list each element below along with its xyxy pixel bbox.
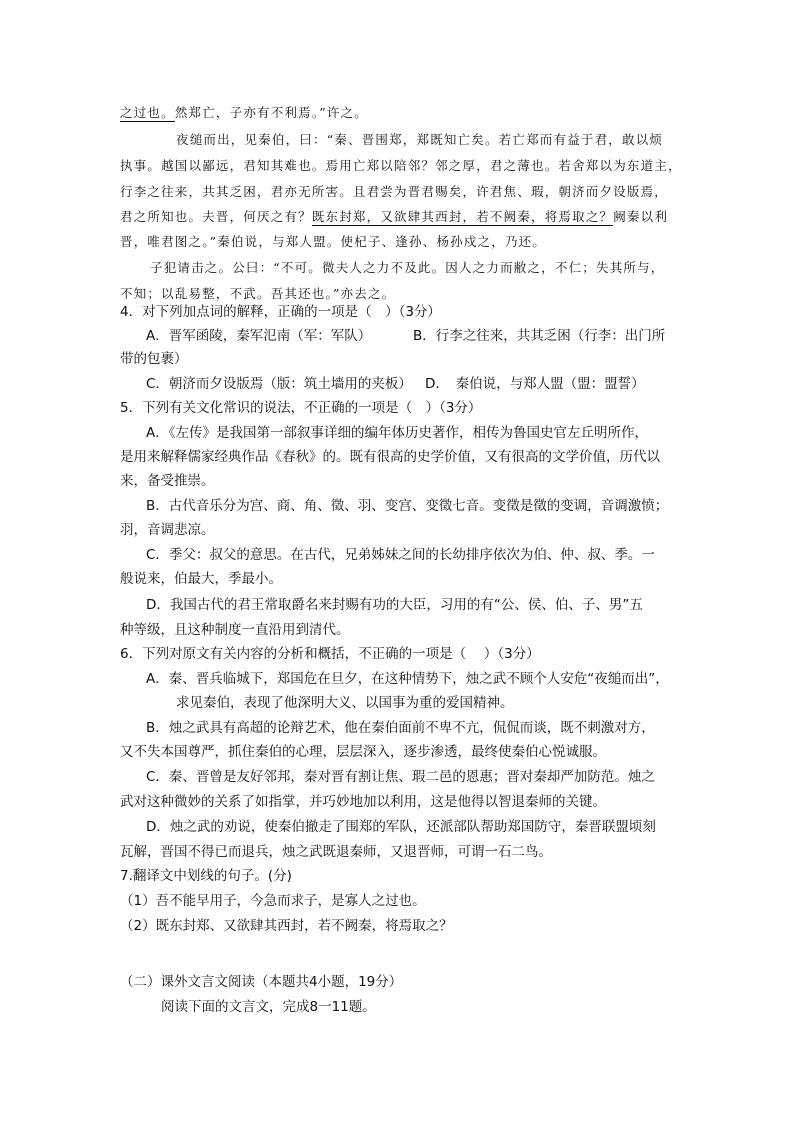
underlined-sentence: 既东封郑，又欲肆其西封，若不阙秦，将焉取之？ <box>311 209 614 224</box>
question-6-option-d: D．烛之武的劝说，使秦伯撤走了围郑的军队，还派部队帮助郑国防守，秦晋联盟顷刻 <box>146 819 656 835</box>
question-4-option-a: A．晋军函陵，秦军氾南（军：军队） <box>146 328 372 344</box>
question-6-option-a: 求见秦伯，表现了他深明大义、以国事为重的爱国精神。 <box>176 695 514 711</box>
section-instruction: 阅读下面的文言文，完成8一11题。 <box>161 999 376 1015</box>
question-4-option-d: D． 秦伯说，与郑人盟（盟：盟誓） <box>425 376 645 392</box>
passage-line: 行李之往来，共其乏困，君亦无所害。且君尝为晋君赐矣，许君焦、瑕，朝济而夕设版焉， <box>120 184 669 199</box>
question-5-option-a: 来，备受推崇。 <box>120 473 215 489</box>
passage-line: 之过也。然郑亡，子亦有不利焉。”许之。 <box>120 105 368 120</box>
passage-line: 晋，唯君图之。”秦伯说，与郑人盟。使杞子、逢孙、杨孙戍之，乃还。 <box>120 234 547 249</box>
question-7-item-2: （2）既东封郑、又欲肆其西封，若不阙秦，将焉取之？ <box>120 918 453 934</box>
passage-line: 子犯请击之。公曰：“不可。微夫人之力不及此。因人之力而敝之，不仁；失其所与， <box>150 260 665 275</box>
passage-line: 执事。越国以鄙远，君知其难也。焉用亡郑以陪邻？邻之厚，君之薄也。若舍郑以为东道主， <box>120 158 682 173</box>
question-4-stem: 4．对下列加点词的解释，正确的一项是（ ）（3分） <box>120 304 441 320</box>
question-5-option-c: C．季父：叔父的意思。在古代，兄弟姊妹之间的长幼排序依次为伯、仲、叔、季。一 <box>146 547 655 563</box>
question-6-option-d: 瓦解，晋国不得已而退兵，烛之武既退秦师，又退晋师，可谓一石二鸟。 <box>120 844 552 860</box>
question-5-option-a: A．《左传》是我国第一部叙事详细的编年体历史著作，相传为鲁国史官左丘明所作， <box>146 425 648 441</box>
question-6-option-a: A．秦、晋兵临城下，郑国危在旦夕，在这种情势下，烛之武不顾个人安危“夜缒而出”， <box>146 671 669 687</box>
question-6-option-c: 武对这种微妙的关系了如指掌，并巧妙地加以利用，这是他得以智退秦师的关键。 <box>120 794 606 810</box>
question-5-option-c: 般说来，伯最大，季最小。 <box>120 571 282 587</box>
question-5-option-b: B．古代音乐分为宫、商、角、徵、羽、变宫、变徵七音。变徵是徵的变调，音调激愤； <box>146 498 669 514</box>
passage-line: 君之所知也。夫晋，何厌之有？既东封郑，又欲肆其西封，若不阙秦，将焉取之？阙秦以利 <box>120 209 669 224</box>
question-4-option-b: B．行李之往来，共其乏困（行李：出门所 <box>413 328 666 344</box>
section-heading: （二）课外文言文阅读（本题共4小题，19分） <box>120 974 403 990</box>
question-6-option-c: C．秦、晋曾是友好邻邦，秦对晋有割让焦、瑕二邑的恩惠；晋对秦却严加防范。烛之 <box>146 769 655 785</box>
question-6-option-b: 又不失本国尊严，抓住秦伯的心理，层层深入，逐步渗透，最终使秦伯心悦诚服。 <box>120 744 606 760</box>
question-6-stem: 6．下列对原文有关内容的分析和概括，不正确的一项是（ ）（3分） <box>120 646 540 662</box>
question-7-item-1: （1）吾不能早用子，今急而求子，是寡人之过也。 <box>120 893 426 909</box>
passage-line: 不知；以乱易整，不武。吾其还也。”亦去之。 <box>120 286 396 301</box>
passage-line: 夜缒而出，见秦伯，曰：“秦、晋围郑，郑既知亡矣。若亡郑而有益于君，敢以烦 <box>176 132 664 147</box>
question-5-stem: 5．下列有关文化常识的说法，不正确的一项是（ ）（3分） <box>120 400 482 416</box>
question-5-option-d: 种等级，且这种制度一直沿用到清代。 <box>120 622 350 638</box>
question-4-option-b-cont: 带的包裹） <box>120 351 188 367</box>
question-5-option-b: 羽，音调悲凉。 <box>120 522 215 538</box>
question-5-option-d: D．我国古代的君王常取爵名来封赐有功的大臣，习用的有“公、侯、伯、子、男”五 <box>146 597 643 613</box>
question-5-option-a: 是用来解释儒家经典作品《春秋》的。既有很高的史学价值，又有很高的文学价值，历代以 <box>120 449 660 465</box>
question-6-option-b: B．烛之武具有高超的论辩艺术，他在秦伯面前不卑不亢，侃侃而谈，既不刺激对方， <box>146 720 655 736</box>
underlined-sentence: 之过也。 <box>120 105 175 120</box>
question-4-option-c: C．朝济而夕设版焉（版：筑土墙用的夹板） <box>146 376 412 392</box>
question-7-stem: 7.翻译文中划线的句子。(分) <box>120 868 292 884</box>
